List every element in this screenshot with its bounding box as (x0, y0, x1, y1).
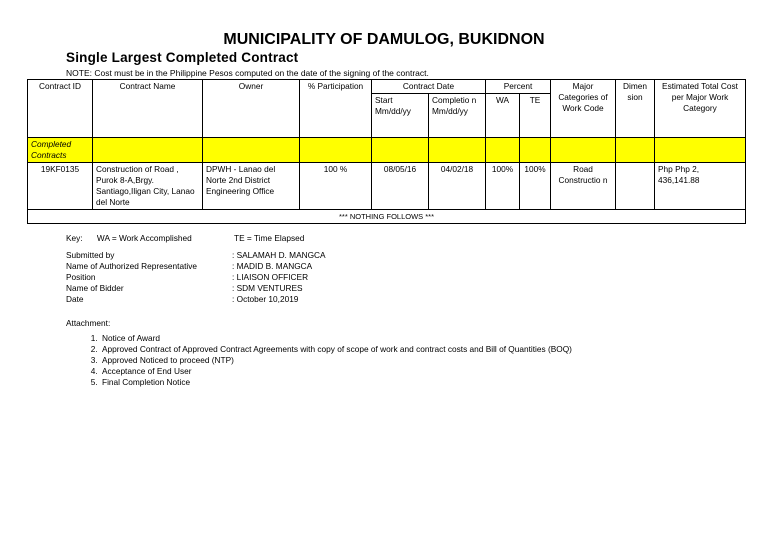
header-contract-id: Contract ID (28, 80, 93, 138)
header-contract-name: Contract Name (93, 80, 203, 138)
list-item: 1. Notice of Award (100, 333, 746, 344)
submission-info (66, 250, 326, 305)
header-major-categories: Major Categories of Work Code (551, 80, 616, 138)
cell-contract-id: 19KF0135 (28, 163, 93, 210)
attachment-label: Attachment: (66, 318, 111, 328)
cost-note: NOTE: Cost must be in the Philippine Pesos computed on the date of the signing of the contract. (66, 68, 429, 78)
info-row (66, 261, 326, 272)
list-item: 3. Approved Noticed to proceed (NTP) (100, 355, 746, 366)
header-participation: % Participation (300, 80, 372, 138)
info-row (66, 294, 326, 305)
header-estimated-cost: Estimated Total Cost per Major Work Category (655, 80, 746, 138)
cell-start-date: 08/05/16 (372, 163, 429, 210)
cell-wa: 100% (486, 163, 520, 210)
table-footer-row (28, 210, 746, 224)
info-label: Name of Bidder (66, 283, 124, 293)
header-start-date: Start Mm/dd/yy (372, 94, 429, 138)
cell-completion-date: 04/02/18 (429, 163, 486, 210)
header-contract-date: Contract Date (372, 80, 486, 94)
info-value: : LIAISON OFFICER (232, 272, 309, 282)
header-te: TE (520, 94, 551, 138)
info-row (66, 272, 326, 283)
section-row (28, 138, 746, 163)
nothing-follows: *** NOTHING FOLLOWS *** (28, 210, 746, 224)
cell-contract-name: Construction of Road , Purok 8-A,Brgy. Santiago,Iligan City, Lanao del Norte (93, 163, 203, 210)
page-title: MUNICIPALITY OF DAMULOG, BUKIDNON (223, 31, 545, 48)
document-subtitle: Single Largest Completed Contract (66, 50, 299, 65)
cell-dimension (616, 163, 655, 210)
cell-owner: DPWH - Lanao del Norte 2nd District Engineering Office (203, 163, 300, 210)
table-row (28, 163, 746, 210)
header-owner: Owner (203, 80, 300, 138)
cell-te: 100% (520, 163, 551, 210)
list-item: 2. Approved Contract of Approved Contract Agreements with copy of scope of work and contract costs and Bill of Quantities (BOQ) (100, 344, 746, 355)
header-completion-date: Completio n Mm/dd/yy (429, 94, 486, 138)
key-label: Key: (66, 233, 83, 243)
key-te: TE = Time Elapsed (234, 233, 305, 243)
header-percent: Percent (486, 80, 551, 94)
info-value: : SDM VENTURES (232, 283, 303, 293)
list-item: 4. Acceptance of End User (100, 366, 746, 377)
info-row (66, 250, 326, 261)
info-row (66, 283, 326, 294)
key-legend (66, 233, 304, 244)
info-value: : October 10,2019 (232, 294, 299, 304)
header-dimension: Dimen sion (616, 80, 655, 138)
list-item: 5. Final Completion Notice (100, 377, 746, 388)
info-value: : SALAMAH D. MANGCA (232, 250, 326, 260)
attachment-list (66, 333, 746, 388)
section-label: Completed Contracts (28, 138, 93, 163)
info-label: Position (66, 272, 96, 282)
cell-major-categories: Road Constructio n (551, 163, 616, 210)
header-wa: WA (486, 94, 520, 138)
info-label: Submitted by (66, 250, 115, 260)
cell-estimated-cost: Php Php 2, 436,141.88 (655, 163, 746, 210)
info-label: Date (66, 294, 84, 304)
key-wa: WA = Work Accomplished (96, 233, 192, 243)
cell-participation: 100 % (300, 163, 372, 210)
contracts-table (27, 79, 746, 224)
info-value: : MADID B. MANGCA (232, 261, 313, 271)
info-label: Name of Authorized Representative (66, 261, 197, 271)
table-header-row (28, 80, 746, 94)
